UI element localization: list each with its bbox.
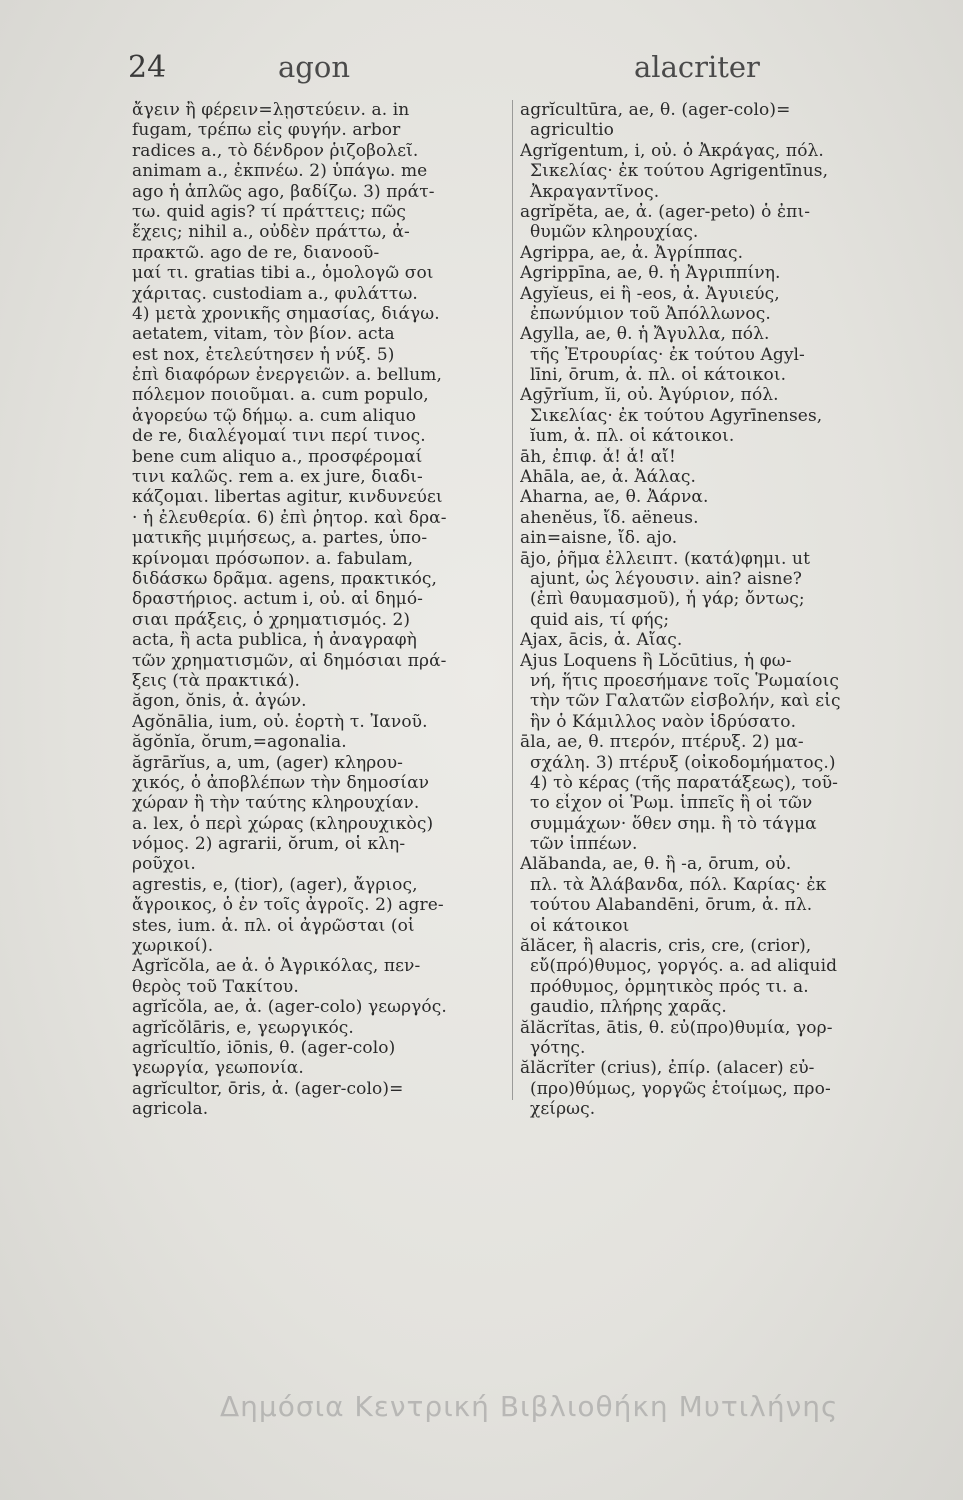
text-line: Agylla, ae, θ. ἡ Ἄγυλλα, πόλ. (520, 324, 770, 345)
text-line: Agrippīna, ae, θ. ἡ Ἀγριππίνη. (520, 263, 781, 284)
text-line: ălăcer, ἢ alacris, cris, cre, (crior), (520, 936, 812, 957)
text-line: χωρικοί). (132, 936, 214, 957)
text-line: πρόθυμος, ὁρμητικὸς πρός τι. a. (530, 976, 809, 997)
text-line: πόλεμον ποιοῦμαι. a. cum populo, (132, 385, 429, 406)
text-line: ăgrārĭus, a, um, (ager) κληρου- (132, 752, 404, 773)
text-line: ματικῆς μιμήσεως, a. partes, ὑπο- (132, 528, 428, 549)
column-divider (512, 100, 513, 1100)
text-line: χείρως. (530, 1099, 596, 1120)
text-line: agrĭpĕta, ae, ἀ. (ager-peto) ὁ ἐπι- (520, 201, 811, 222)
text-line: οἱ κάτοικοι (530, 915, 630, 936)
text-line: Σικελίας· ἐκ τούτου Agrigentīnus, (530, 161, 829, 182)
text-line: ājo, ῥῆμα ἐλλειπτ. (κατά)φημι. ut (520, 548, 811, 569)
text-line: radices a., τὸ δένδρον ῥιζοβολεῖ. (132, 140, 419, 161)
text-line: stes, ium. ἀ. πλ. οἱ ἀγρῶσται (οἱ (132, 915, 415, 936)
text-line: Agrĭgentum, i, οὐ. ὁ Ἀκράγας, πόλ. (520, 140, 824, 161)
text-line: Agrĭcŏla, ae ἀ. ὁ Ἀγρικόλας, πεν- (132, 956, 421, 977)
text-line: συμμάχων· ὅθεν σημ. ἢ τὸ τάγμα (530, 813, 817, 834)
text-line: 4) μετὰ χρονικῆς σημασίας, διάγω. (132, 303, 440, 324)
text-line: θερὸς τοῦ Τακίτου. (132, 976, 299, 997)
text-line: γότης. (530, 1037, 586, 1058)
text-line: bene cum aliquo a., προσφέρομαί (132, 446, 423, 467)
text-line: ăgon, ŏnis, ἀ. ἀγών. (132, 691, 307, 712)
text-line: χικός, ὁ ἀποβλέπων τὴν δημοσίαν (132, 772, 430, 793)
text-line: εὔ(πρό)θυμος, γοργός. a. ad aliquid (530, 956, 838, 977)
text-line: τινι καλῶς. rem a. ex jure, διαδι- (132, 467, 423, 488)
text-line: Agrippa, ae, ἀ. Ἀγρίππας. (520, 242, 744, 263)
page-number: 24 (128, 50, 167, 85)
text-line: aetatem, vitam, τὸν βίον. acta (132, 324, 395, 345)
text-line: Σικελίας· ἐκ τούτου Agyrīnenses, (530, 405, 823, 426)
text-line: νόμος. 2) agrarii, ŏrum, οἱ κλη- (132, 834, 406, 855)
text-line: · ἡ ἐλευθερία. 6) ἐπὶ ῥητορ. καὶ δρα- (132, 507, 447, 528)
left-headword: agon (278, 50, 350, 84)
text-line: agrestis, e, (tior), (ager), ἄγριος, (132, 874, 418, 895)
text-line: Ajus Loquens ἢ Lŏcūtius, ἡ φω- (520, 650, 792, 671)
text-line: ἄγειν ἢ φέρειν=λῃστεύειν. a. in (132, 100, 410, 120)
text-line: Agŏnālia, ium, οὐ. ἑορτὴ τ. Ἰανοῦ. (132, 711, 428, 732)
text-line: agricultio (530, 120, 614, 141)
right-headword: alacriter (634, 50, 760, 84)
text-line: τῶν χρηματισμῶν, αἱ δημόσιαι πρά- (132, 650, 447, 671)
text-line: τῶν ἱππέων. (530, 834, 638, 855)
running-head (0, 50, 963, 100)
text-line: āla, ae, θ. πτερόν, πτέρυξ. 2) μα- (520, 732, 804, 753)
text-line: ἄγροικος, ὁ ἐν τοῖς ἀγροῖς. 2) agre- (132, 895, 444, 916)
left-column (132, 100, 504, 1120)
text-line: ἔχεις; nihil a., οὐδὲν πράττω, ἀ- (132, 222, 410, 243)
text-line: ălăcrĭtas, ātis, θ. εὐ(προ)θυμία, γορ- (520, 1017, 833, 1038)
text-line: ἐπὶ διαφόρων ἐνεργειῶν. a. bellum, (132, 365, 443, 386)
text-line: Alăbanda, ae, θ. ἢ -a, ōrum, οὐ. (520, 854, 792, 875)
text-line: ago ἡ ἁπλῶς ago, βαδίζω. 3) πράτ- (132, 181, 435, 202)
text-line: Ajax, ācis, ἀ. Αἴας. (520, 630, 683, 651)
text-line: κάζομαι. libertas agitur, κινδυνεύει (132, 487, 443, 508)
text-line: līni, ōrum, ἀ. πλ. οἱ κάτοικοι. (530, 365, 787, 386)
text-line: ἣν ὁ Κάμιλλος ναὸν ἱδρύσατο. (530, 711, 797, 732)
text-line: σχάλη. 3) πτέρυξ (οἰκοδομήματος.) (530, 752, 836, 773)
text-line: ἐπωνύμιον τοῦ Ἀπόλλωνος. (530, 303, 771, 324)
text-line: (ἐπὶ θαυμασμοῦ), ἦ γάρ; ὄντως; (530, 589, 805, 610)
text-line: a. lex, ὁ περὶ χώρας (κληρουχικὸς) (132, 813, 434, 834)
text-line: quid ais, τί φής; (530, 609, 670, 630)
text-line: fugam, τρέπω εἰς φυγήν. arbor (132, 120, 401, 141)
text-line: το εἶχον οἱ Ῥωμ. ἱππεῖς ἢ οἱ τῶν (530, 793, 813, 814)
text-line: χάριτας. custodiam a., φυλάττω. (132, 283, 418, 304)
text-line: agrĭcŏla, ae, ἀ. (ager-colo) γεωργός. (132, 997, 447, 1018)
text-line: agrĭcultor, ōris, ἀ. (ager-colo)= (132, 1078, 404, 1099)
text-line: ăgŏnĭa, ŏrum,=agonalia. (132, 732, 347, 753)
library-watermark: Δημόσια Κεντρική Βιβλιοθήκη Μυτιλήνης (220, 1390, 839, 1423)
text-line: est nox, ἐτελεύτησεν ἡ νύξ. 5) (132, 344, 395, 365)
text-line: χώραν ἢ τὴν ταύτης κληρουχίαν. (132, 793, 420, 814)
text-line: τούτου Alabandēni, ōrum, ἀ. πλ. (530, 895, 813, 916)
text-line: (προ)θύμως, γοργῶς ἑτοίμως, προ- (530, 1078, 831, 1099)
text-line: ĭum, ἀ. πλ. οἱ κάτοικοι. (530, 426, 735, 447)
text-line: āh, ἐπιφ. ἆ! ἆ! αἴ! (520, 446, 676, 467)
text-line: agrĭcultĭo, iōnis, θ. (ager-colo) (132, 1037, 396, 1058)
text-line: Aharna, ae, θ. Ἀάρνα. (520, 487, 709, 508)
text-line: σιαι πράξεις, ὁ χρηματισμός. 2) (132, 609, 411, 630)
text-line: animam a., ἐκπνέω. 2) ὑπάγω. me (132, 161, 428, 182)
text-line: ξεις (τὰ πρακτικά). (132, 670, 301, 691)
text-line: πρακτῶ. ago de re, διανοοῦ- (132, 242, 380, 263)
text-line: γεωργία, γεωπονία. (132, 1058, 304, 1079)
text-line: Agyĭeus, ei ἢ -eos, ἀ. Ἀγυιεύς, (520, 283, 780, 304)
text-line: ain=aisne, ἴδ. ajo. (520, 528, 678, 549)
text-line: μαί τι. gratias tibi a., ὁμολογῶ σοι (132, 263, 434, 284)
text-line: Ahāla, ae, ἀ. Ἀάλας. (520, 467, 696, 488)
text-line: ροῦχοι. (132, 854, 196, 875)
text-line: Ἀκραγαντῖνος. (530, 181, 660, 202)
text-line: διδάσκω δρᾶμα. agens, πρακτικός, (132, 568, 438, 589)
text-line: δραστήριος. actum i, οὐ. αἱ δημό- (132, 589, 424, 610)
text-line: Agȳrĭum, ĭi, οὐ. Ἀγύριον, πόλ. (520, 385, 779, 406)
text-line: ἀγορεύω τῷ δήμῳ. a. cum aliquo (132, 405, 417, 426)
text-line: agricola. (132, 1099, 209, 1120)
text-line: τῆς Ἐτρουρίας· ἐκ τούτου Agyl- (530, 344, 805, 365)
right-column (520, 100, 904, 1120)
text-line: ălăcrĭter (crius), ἐπίρ. (alacer) εὐ- (520, 1058, 815, 1079)
text-line: νή, ἥτις προεσήμανε τοῖς Ῥωμαίοις (530, 670, 840, 691)
text-line: agrĭcŏlāris, e, γεωργικός. (132, 1017, 354, 1038)
text-line: gaudio, πλήρης χαρᾶς. (530, 997, 727, 1018)
text-line: θυμῶν κληρουχίας. (530, 222, 699, 243)
text-line: τὴν τῶν Γαλατῶν εἰσβολήν, καὶ εἰς (530, 691, 841, 712)
text-line: 4) τὸ κέρας (τῆς παρατάξεως), τοῦ- (530, 772, 838, 793)
text-line: ahenĕus, ἴδ. aëneus. (520, 507, 699, 528)
text-line: acta, ἢ acta publica, ἡ ἀναγραφὴ (132, 630, 417, 651)
text-line: ajunt, ὡς λέγουσιν. ain? aisne? (530, 568, 803, 589)
text-line: de re, διαλέγομαί τινι περί τινος. (132, 426, 426, 447)
text-line: agrĭcultūra, ae, θ. (ager-colo)= (520, 100, 791, 120)
text-line: πλ. τὰ Ἀλάβανδα, πόλ. Καρίας· ἐκ (530, 874, 827, 895)
text-line: κρίνομαι πρόσωπον. a. fabulam, (132, 548, 414, 569)
text-line: τω. quid agis? τί πράττεις; πῶς (132, 201, 407, 222)
